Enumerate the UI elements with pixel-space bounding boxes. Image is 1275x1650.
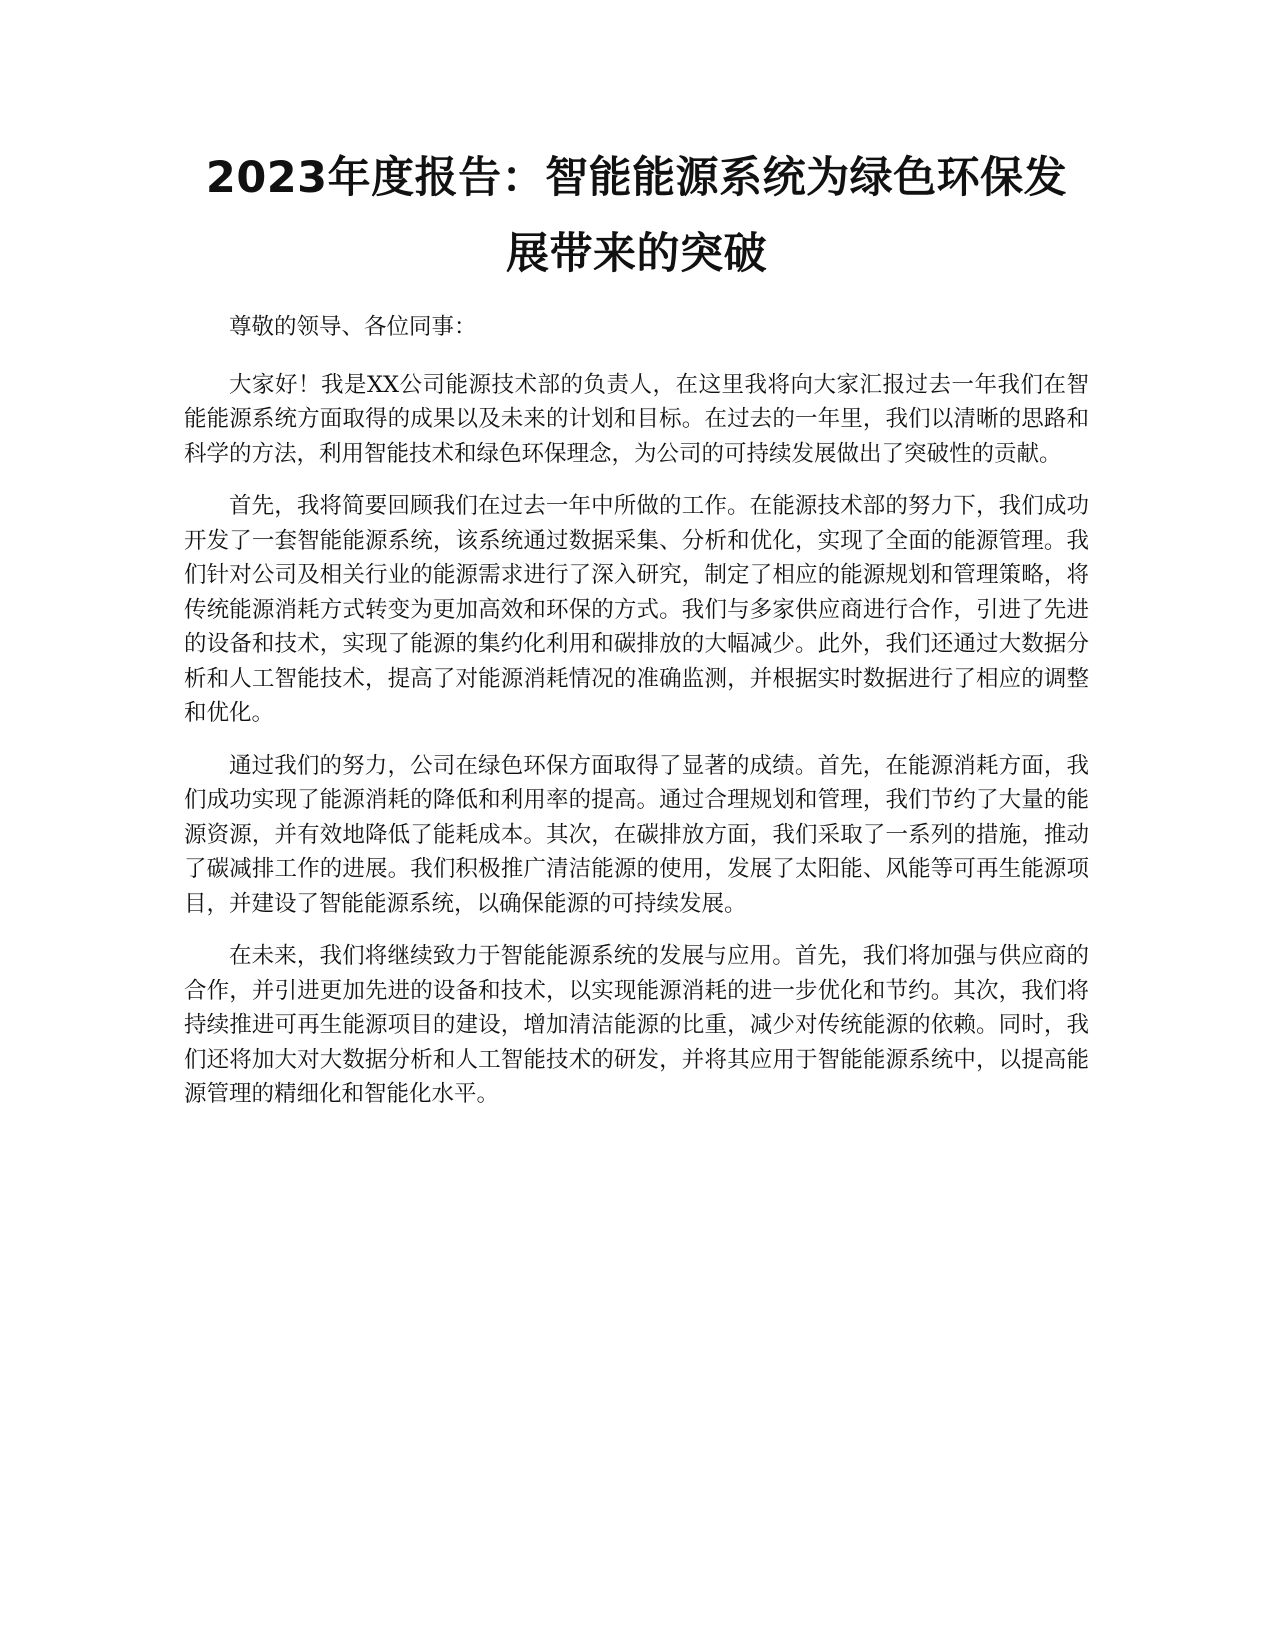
paragraph-achievements: 通过我们的努力，公司在绿色环保方面取得了显著的成绩。首先，在能源消耗方面，我们成功实现了能源消耗的降低和利用率的提高。通过合理规划和管理，我们节约了大量的能源资源，并有效地降低了能耗成本。其次，在碳排放方面，我们采取了一系列的措施，推动了碳减排工作的进展。我们积极推广清洁能源的使用，发展了太阳能、风能等可再生能源项目，并建设了智能能源系统，以确保能源的可持续发展。: [184, 752, 1089, 917]
title-line-2: 展带来的突破: [506, 229, 767, 279]
document-page: [184, 140, 1089, 1130]
paragraph-future: 在未来，我们将继续致力于智能能源系统的发展与应用。首先，我们将加强与供应商的合作，并引进更加先进的设备和技术，以实现能源消耗的进一步优化和节约。其次，我们将持续推进可再生能源项目的建设，增加清洁能源的比重，减少对传统能源的依赖。同时，我们还将加大对大数据分析和人工智能技术的研发，并将其应用于智能能源系统中，以提高能源管理的精细化和智能化水平。: [184, 943, 1089, 1107]
title-line-1: 2023年度报告：智能能源系统为绿色环保发: [205, 153, 1068, 203]
paragraph-review: 首先，我将简要回顾我们在过去一年中所做的工作。在能源技术部的努力下，我们成功开发了一套智能能源系统，该系统通过数据采集、分析和优化，实现了全面的能源管理。我们针对公司及相关行业的能源需求进行了深入研究，制定了相应的能源规划和管理策略，将传统能源消耗方式转变为更加高效和环保的方式。我们与多家供应商进行合作，引进了先进的设备和技术，实现了能源的集约化利用和碳排放的大幅减少。此外，我们还通过大数据分析和人工智能技术，提高了对能源消耗情况的准确监测，并根据实时数据进行了相应的调整和优化。: [184, 493, 1089, 726]
document-title: [184, 140, 1089, 292]
greeting: 尊敬的领导、各位同事：: [229, 314, 477, 340]
paragraph-intro: 大家好！我是XX公司能源技术部的负责人，在这里我将向大家汇报过去一年我们在智能能源系统方面取得的成果以及未来的计划和目标。在过去的一年里，我们以清晰的思路和科学的方法，利用智能技术和绿色环保理念，为公司的可持续发展做出了突破性的贡献。: [184, 371, 1089, 467]
